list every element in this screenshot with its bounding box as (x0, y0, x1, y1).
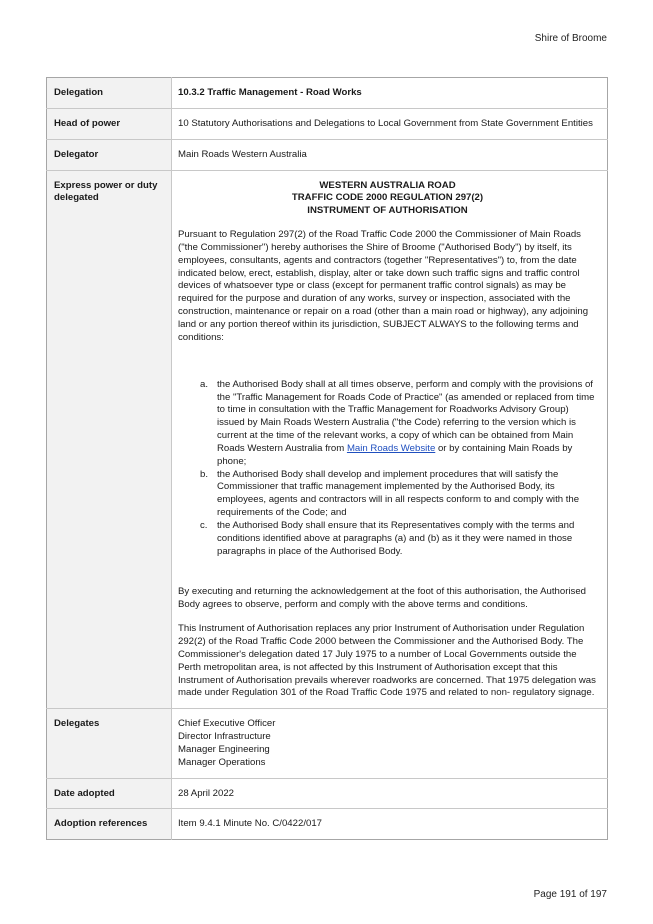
row-date-adopted (47, 778, 608, 809)
row-delegates (47, 709, 608, 778)
acknowledgement-paragraph: By executing and returning the acknowledgement at the foot of this authorisation, the Authorised Body agrees to observe, perform and comply with the above terms and conditions. (178, 586, 586, 611)
term-text (217, 379, 597, 469)
term-marker: c. (200, 519, 208, 531)
value-delegates (172, 709, 608, 778)
organisation-header: Shire of Broome (534, 33, 607, 44)
main-roads-website-link[interactable]: Main Roads Website (346, 442, 436, 454)
label-adoption-references: Adoption references (47, 809, 172, 840)
value-delegation: 10.3.2 Traffic Management - Road Works (178, 87, 362, 98)
label-express-power: Express power or duty delegated (47, 170, 172, 709)
label-date-adopted: Date adopted (47, 778, 172, 809)
row-delegation (47, 78, 608, 109)
value-head-of-power: 10 Statutory Authorisations and Delegations to Local Government from State Government Entities (172, 108, 608, 139)
delegate-item: Manager Engineering (178, 743, 270, 755)
label-delegation: Delegation (47, 78, 172, 109)
term-marker: b. (200, 468, 209, 480)
label-head-of-power: Head of power (47, 108, 172, 139)
instrument-title-line: TRAFFIC CODE 2000 REGULATION 297(2) (291, 192, 484, 204)
intro-paragraph: Pursuant to Regulation 297(2) of the Road Traffic Code 2000 the Commissioner of Main Roads ("the Commissioner") hereby authorises the Shire of Broome ("Authorised Body") by itself, its employees, consultants, agents and contractors (together "Representatives") to, from the date indicated below, erect, establish, display, alter or take down such traffic signs and traffic control devices of whatsoever type or class (except for permanent traffic control signals) as may be required for the purpose and duration of any works, survey or inspection, associated with the construction, maintenance or repair on a road (other than a main road or highway), any adjoining land or any portion thereof within its jurisdiction, SUBJECT ALWAYS to the following terms and conditions: (178, 229, 589, 343)
terms-list (200, 379, 597, 559)
value-date-adopted: 28 April 2022 (172, 778, 608, 809)
row-head-of-power (47, 108, 608, 139)
value-delegator: Main Roads Western Australia (172, 139, 608, 170)
delegate-item: Manager Operations (178, 756, 266, 768)
replacement-paragraph: This Instrument of Authorisation replaces any prior Instrument of Authorisation under Regulation 292(2) of the Road Traffic Code 2000 between the Commissioner and the Authorised Body. The Commissioner's delegation dated 17 July 1975 to a number of Local Governments outside the Perth metropolitan area, is not affected by this Instrument of Authorisation except that this Instrument of Authorisation prevails wherever roadworks are concerned. That 1975 delegation was made under Regulation 301 of the Road Traffic Code 1975 and related to non- regulatory signage. (178, 623, 596, 699)
term-text: the Authorised Body shall develop and implement procedures that will satisfy the Commissioner that traffic management implemented by the Authorised Body, its employees, agents and contractors will in all respects conform to and comply with the requirements of the Code; and (217, 468, 580, 519)
row-adoption-references (47, 809, 608, 840)
delegate-item: Chief Executive Officer (178, 718, 276, 730)
instrument-title (178, 180, 597, 219)
term-text: the Authorised Body shall ensure that its Representatives comply with the terms and conditions identified above at paragraphs (a) and (b) as it they were named in those paragraphs in place of the Authorised Body. (217, 519, 575, 557)
term-text-before: the Authorised Body shall at all times observe, perform and comply with the provisions of the "Traffic Management for Roads Code of Practice" (as amended or replaced from time to time in consultation with the Traffic Management for Roadworks Advisory Group) issued by Main Roads Western Australia ("the Code) referring to the version which is current at the time of the relevant works, a copy of which can be obtained from Main Roads Western Australia from (217, 378, 595, 454)
delegation-table (46, 77, 608, 840)
value-express-power (172, 170, 608, 709)
page-number: Page 191 of 197 (533, 889, 607, 900)
term-item (200, 379, 597, 469)
row-express-power (47, 170, 608, 709)
label-delegator: Delegator (47, 139, 172, 170)
term-marker: a. (200, 378, 209, 390)
label-delegates: Delegates (47, 709, 172, 778)
value-adoption-references: Item 9.4.1 Minute No. C/0422/017 (172, 809, 608, 840)
delegate-item: Director Infrastructure (178, 731, 271, 743)
instrument-title-line: WESTERN AUSTRALIA ROAD (319, 179, 456, 191)
row-delegator (47, 139, 608, 170)
instrument-title-line: INSTRUMENT OF AUTHORISATION (307, 205, 468, 217)
term-text-after: or by containing Main Roads by phone; (217, 442, 573, 467)
term-item (200, 520, 597, 559)
term-item (200, 469, 597, 520)
